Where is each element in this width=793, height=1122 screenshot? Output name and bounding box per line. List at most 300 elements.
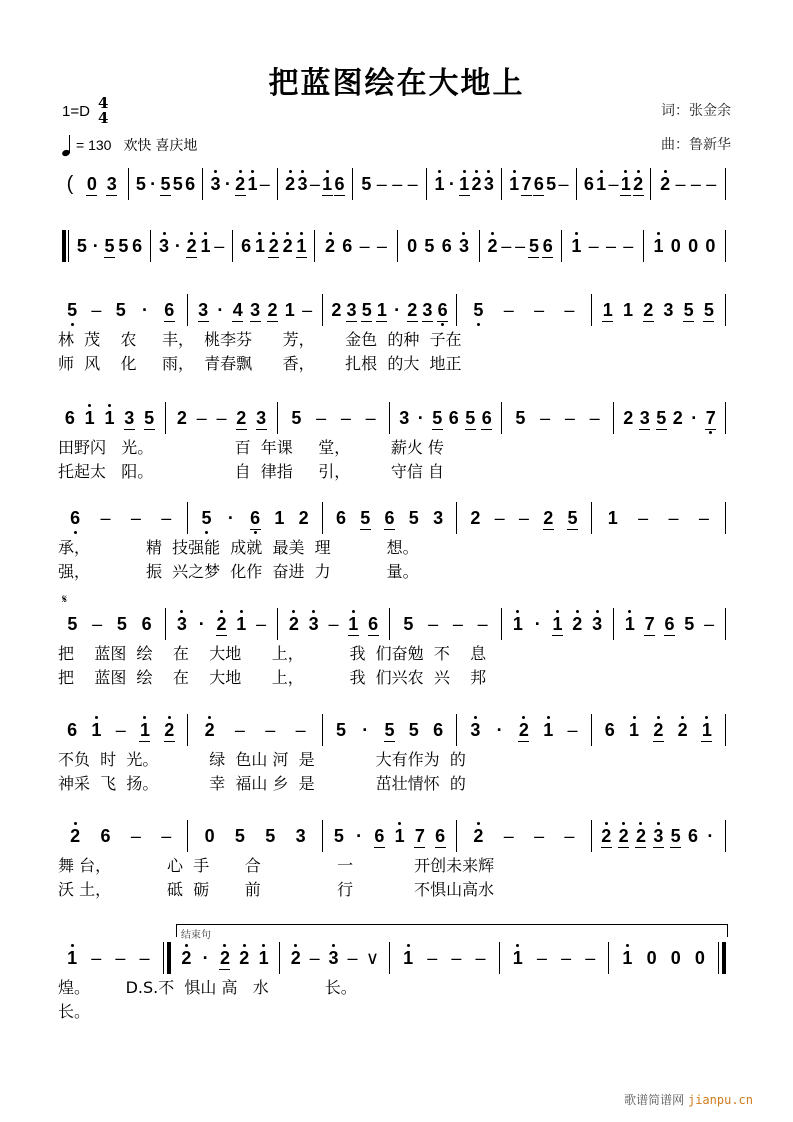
- lyrics-verse-1: 不负 时 光。 绿 色山 河 是 大有作为 的: [58, 750, 466, 769]
- note: 1: [543, 720, 554, 740]
- note: 5: [703, 299, 714, 320]
- dash-note: –: [698, 508, 709, 528]
- dash-note: –: [265, 720, 276, 740]
- barline: [643, 230, 644, 262]
- barline: [725, 230, 726, 262]
- barline: [725, 294, 726, 326]
- note: 3: [470, 720, 481, 740]
- note: 1: [91, 720, 102, 740]
- barline: [456, 294, 457, 326]
- note: 5: [424, 236, 435, 256]
- dot-mark: ·: [394, 300, 401, 320]
- note: 1: [139, 719, 150, 740]
- measure: [506, 166, 572, 202]
- barline: [501, 402, 502, 434]
- barline: [456, 714, 457, 746]
- note: 2: [236, 407, 247, 428]
- dash-note: –: [295, 720, 306, 740]
- note: 3: [106, 173, 117, 194]
- note: 3: [124, 407, 135, 428]
- note: 0: [407, 236, 418, 256]
- note: 5: [384, 719, 395, 740]
- note: 0: [204, 826, 215, 846]
- dot-mark: ·: [448, 174, 455, 194]
- measure: [613, 940, 714, 976]
- measure: [319, 228, 392, 264]
- staff-line: [58, 228, 730, 264]
- note: 0: [688, 236, 699, 256]
- note: 3: [346, 299, 357, 320]
- measure: [170, 400, 273, 436]
- note: 0: [694, 948, 705, 968]
- measure: [648, 228, 721, 264]
- dash-note: –: [427, 948, 438, 968]
- barline: [725, 714, 726, 746]
- note: 3: [328, 948, 339, 968]
- dash-note: –: [91, 300, 102, 320]
- lyrics-verse-1: 舞 台， 心 手 合 一 开创未来辉: [58, 856, 495, 875]
- note: 2: [186, 235, 197, 256]
- measure: [282, 606, 385, 642]
- dash-note: –: [139, 948, 150, 968]
- note: 5: [684, 614, 695, 634]
- note: 2: [471, 174, 482, 194]
- dash-note: –: [518, 508, 529, 528]
- note: 1: [254, 236, 265, 256]
- segno-icon: 𝄋: [62, 592, 68, 606]
- barline: [479, 230, 480, 262]
- note: 6: [437, 299, 448, 320]
- staff-row: [58, 818, 730, 902]
- barline: [591, 294, 592, 326]
- dot-mark: ·: [224, 174, 231, 194]
- quarter-note-icon: [62, 134, 72, 156]
- barline: [608, 942, 609, 974]
- note: 1: [602, 299, 613, 320]
- staff-line: [58, 166, 730, 202]
- measure: [58, 500, 183, 536]
- staff-row: [58, 712, 730, 796]
- dot-mark: ·: [174, 236, 181, 256]
- note: 5: [432, 407, 443, 428]
- dash-note: –: [585, 948, 596, 968]
- note: 1: [376, 299, 387, 320]
- note: 2: [216, 613, 227, 634]
- dash-note: –: [340, 408, 351, 428]
- barline: [232, 230, 233, 262]
- measure: [461, 500, 586, 536]
- note: 1: [629, 720, 640, 740]
- key-signature: [62, 96, 108, 126]
- note: 1: [236, 614, 247, 634]
- barline: [279, 942, 280, 974]
- measure: [581, 166, 647, 202]
- ending-bracket: [176, 924, 728, 941]
- dash-note: –: [536, 948, 547, 968]
- note: 5: [528, 235, 539, 256]
- note: 6: [368, 613, 379, 634]
- note: 2: [518, 719, 529, 740]
- lyrics-verse-2: 强， 振 兴之梦 化作 奋进 力 量。: [58, 562, 419, 581]
- dot-mark: ·: [691, 408, 698, 428]
- measure: [192, 818, 317, 854]
- staff-line: [58, 818, 730, 854]
- note: 2: [543, 507, 554, 528]
- note: 5: [546, 174, 557, 194]
- note: 5: [67, 614, 78, 634]
- staff-line: [58, 292, 730, 328]
- note: 6: [141, 614, 152, 634]
- dot-mark: ·: [534, 614, 541, 634]
- barline: [591, 502, 592, 534]
- note: 1: [653, 236, 664, 256]
- note: 5: [361, 174, 372, 194]
- note: 1: [200, 236, 211, 256]
- dash-note: –: [309, 948, 320, 968]
- note: 2: [268, 235, 279, 256]
- note: 1: [607, 508, 618, 528]
- staff-row: [58, 592, 730, 690]
- barline: [322, 502, 323, 534]
- note: 2: [677, 720, 688, 740]
- note: 6: [384, 507, 395, 528]
- measure: [618, 606, 721, 642]
- dash-note: –: [214, 236, 225, 256]
- note: 6: [67, 720, 78, 740]
- dash-note: –: [259, 174, 270, 194]
- measure: [618, 400, 721, 436]
- note: 5: [333, 826, 344, 846]
- dash-note: –: [704, 614, 715, 634]
- note: 2: [672, 408, 683, 428]
- dash-note: –: [376, 236, 387, 256]
- note: 3: [458, 236, 469, 256]
- note: 2: [219, 947, 230, 968]
- note: 5: [291, 408, 302, 428]
- dash-note: –: [564, 300, 575, 320]
- measure: [461, 818, 586, 854]
- note: 3: [399, 408, 410, 428]
- note: 4: [232, 299, 243, 320]
- note: 5: [335, 720, 346, 740]
- lyrics-verse-2: 师 风 化 雨， 青春飘 香， 扎根 的大 地正: [58, 354, 462, 373]
- measure: [327, 818, 452, 854]
- measure: [192, 292, 317, 328]
- note: 5: [118, 236, 129, 256]
- note: 2: [487, 236, 498, 256]
- note: 2: [176, 408, 187, 428]
- note: 5: [76, 236, 87, 256]
- measure: [566, 228, 639, 264]
- dash-note: –: [365, 408, 376, 428]
- measure: [655, 166, 721, 202]
- note: 6: [374, 825, 385, 846]
- note: 3: [176, 614, 187, 634]
- note: 1: [247, 174, 258, 194]
- measure: [58, 712, 183, 748]
- note: 3: [639, 407, 650, 428]
- measure: [58, 166, 124, 202]
- measure: [207, 166, 273, 202]
- note: 2: [601, 825, 612, 846]
- dash-note: –: [503, 826, 514, 846]
- dash-note: –: [567, 720, 578, 740]
- measure: [596, 500, 721, 536]
- note: (: [66, 173, 74, 195]
- note: 2: [643, 299, 654, 320]
- dot-mark: ·: [92, 236, 99, 256]
- measure: [394, 400, 497, 436]
- note: 5: [265, 826, 276, 846]
- note: 6: [533, 173, 544, 194]
- note: 5: [115, 300, 126, 320]
- measure: [282, 166, 348, 202]
- measure: [58, 818, 183, 854]
- dot-mark: ·: [362, 720, 369, 740]
- dash-note: –: [675, 174, 686, 194]
- barline: [499, 942, 500, 974]
- note: 2: [282, 236, 293, 256]
- note: 1: [552, 613, 563, 634]
- dash-note: –: [130, 508, 141, 528]
- note: 7: [414, 825, 425, 846]
- note: 5: [135, 174, 146, 194]
- barline: [165, 608, 166, 640]
- dash-note: –: [608, 174, 619, 194]
- measure: [192, 500, 317, 536]
- measure: [58, 606, 161, 642]
- note: 6: [688, 826, 699, 846]
- barline: [389, 942, 390, 974]
- dash-note: –: [605, 236, 616, 256]
- dot-mark: ·: [356, 826, 363, 846]
- note: 2: [235, 173, 246, 194]
- dash-note: –: [234, 720, 245, 740]
- note: 7: [521, 173, 532, 194]
- lyrics-verse-1: 煌。 D.S.不 惧山 高 水 长。: [58, 978, 357, 997]
- note: 3: [159, 236, 170, 256]
- note: 3: [250, 299, 261, 320]
- note: 6: [433, 720, 444, 740]
- dash-note: –: [623, 236, 634, 256]
- note: 5: [116, 614, 127, 634]
- dash-note: –: [558, 174, 569, 194]
- note: 6: [435, 825, 446, 846]
- note: 2: [204, 720, 215, 740]
- dash-note: ∨: [365, 948, 380, 968]
- note: 1: [624, 614, 635, 634]
- note: 5: [473, 300, 484, 320]
- dot-mark: ·: [141, 300, 148, 320]
- lyrics-verse-1: 承， 精 技强能 成就 最美 理 想。: [58, 538, 419, 557]
- dot-mark: ·: [707, 826, 714, 846]
- dash-note: –: [428, 614, 439, 634]
- note: 2: [290, 948, 301, 968]
- barline: [501, 168, 502, 200]
- dash-note: –: [534, 300, 545, 320]
- lyrics-verse-2: 神采 飞 扬。 幸 福山 乡 是 茁壮情怀 的: [58, 774, 466, 793]
- note: 6: [342, 236, 353, 256]
- note: 5: [201, 508, 212, 528]
- dash-note: –: [328, 614, 339, 634]
- dash-note: –: [540, 408, 551, 428]
- note: 2: [618, 825, 629, 846]
- dash-note: –: [100, 508, 111, 528]
- measure: [504, 940, 605, 976]
- measure: [596, 712, 721, 748]
- dot-mark: ·: [496, 720, 503, 740]
- note: 6: [250, 507, 261, 528]
- note: 1: [701, 719, 712, 740]
- key-label: 1=D: [62, 102, 90, 120]
- dash-note: –: [92, 614, 103, 634]
- barline: [501, 608, 502, 640]
- measure: [484, 228, 557, 264]
- lyrics-verse-2: 托起太 阳。 自 律指 引， 守信 自: [58, 462, 445, 481]
- note: 6: [132, 236, 143, 256]
- measure: [394, 940, 495, 976]
- dash-note: –: [161, 508, 172, 528]
- dash-note: –: [638, 508, 649, 528]
- measure: [461, 712, 586, 748]
- note: 1: [296, 235, 307, 256]
- lyrics-verse-1: 田野闪 光。 百 年课 堂， 薪火 传: [58, 438, 445, 457]
- note: 2: [285, 174, 296, 194]
- dash-note: –: [564, 826, 575, 846]
- dash-note: –: [256, 614, 267, 634]
- dash-note: –: [690, 174, 701, 194]
- note: 3: [592, 614, 603, 634]
- note: 1: [322, 173, 333, 194]
- note: 2: [633, 173, 644, 194]
- staff-line: [58, 940, 730, 976]
- barline: [725, 820, 726, 852]
- final-barline: [718, 942, 726, 974]
- dash-note: –: [407, 174, 418, 194]
- note: 1: [67, 948, 78, 968]
- lyricist: 词：张金余: [661, 103, 731, 119]
- dot-mark: ·: [202, 948, 209, 968]
- dash-note: –: [452, 614, 463, 634]
- note: 6: [481, 407, 492, 428]
- note: 5: [360, 507, 371, 528]
- note: 2: [164, 719, 175, 740]
- barline: [202, 168, 203, 200]
- note: 2: [70, 826, 81, 846]
- note: 5: [408, 508, 419, 528]
- dash-note: –: [347, 948, 358, 968]
- dash-note: –: [588, 236, 599, 256]
- barline: [591, 714, 592, 746]
- barline: [322, 714, 323, 746]
- note: 2: [660, 174, 671, 194]
- tempo-marking: [62, 134, 197, 156]
- note: 5: [144, 407, 155, 428]
- note: 5: [403, 614, 414, 634]
- note: 6: [185, 174, 196, 194]
- note: 5: [567, 507, 578, 528]
- dash-note: –: [534, 826, 545, 846]
- barline: [389, 402, 390, 434]
- note: 2: [298, 508, 309, 528]
- lyrics-verse-2: 把 蓝图 绘 在 大地 上， 我 们兴农 兴 邦: [58, 668, 487, 687]
- dot-mark: ·: [417, 408, 424, 428]
- barline: [187, 294, 188, 326]
- measure: [155, 228, 228, 264]
- measure: [596, 818, 721, 854]
- note: 1: [622, 948, 633, 968]
- note: 6: [241, 236, 252, 256]
- measure: [327, 500, 452, 536]
- measure: [327, 292, 452, 328]
- staff-row: [58, 166, 730, 202]
- measure: [402, 228, 475, 264]
- note: 6: [100, 826, 111, 846]
- note: 3: [422, 299, 433, 320]
- note: 6: [70, 508, 81, 528]
- note: 5: [683, 299, 694, 320]
- barline: [576, 168, 577, 200]
- barline: [277, 168, 278, 200]
- barline: [187, 502, 188, 534]
- lyrics-verse-1: 把 蓝图 绘 在 大地 上， 我 们奋勉 不 息: [58, 644, 487, 663]
- dash-note: –: [161, 826, 172, 846]
- barline: [456, 820, 457, 852]
- barline: [352, 168, 353, 200]
- dash-note: –: [475, 948, 486, 968]
- dash-note: –: [91, 948, 102, 968]
- staff-line: [58, 500, 730, 536]
- note: 1: [274, 508, 285, 528]
- barline: [128, 168, 129, 200]
- note: 1: [434, 174, 445, 194]
- tempo-expression: 欢快 喜庆地: [123, 137, 198, 153]
- note: 6: [64, 408, 75, 428]
- note: 2: [635, 825, 646, 846]
- note: 5: [515, 408, 526, 428]
- barline: [165, 402, 166, 434]
- note: 6: [335, 508, 346, 528]
- barline: [561, 230, 562, 262]
- dash-note: –: [302, 300, 313, 320]
- note: 6: [441, 236, 452, 256]
- staff-line: [58, 712, 730, 748]
- note: 5: [408, 720, 419, 740]
- note: 5: [160, 173, 171, 194]
- barline: [456, 502, 457, 534]
- note: 5: [465, 407, 476, 428]
- note: 3: [210, 174, 221, 194]
- note: 2: [572, 614, 583, 634]
- note: 7: [644, 613, 655, 634]
- barline: [725, 168, 726, 200]
- note: 1: [348, 613, 359, 634]
- note: 1: [620, 173, 631, 194]
- barline: [150, 230, 151, 262]
- note: 7: [705, 407, 716, 428]
- barline: [322, 294, 323, 326]
- barline: [613, 608, 614, 640]
- note: 1: [459, 173, 470, 194]
- note: 6: [604, 720, 615, 740]
- barline: [725, 502, 726, 534]
- dash-note: –: [216, 408, 227, 428]
- note: 6: [542, 235, 553, 256]
- measure: [58, 940, 159, 976]
- dash-note: –: [564, 408, 575, 428]
- note: 5: [361, 299, 372, 320]
- staff-row: [58, 400, 730, 484]
